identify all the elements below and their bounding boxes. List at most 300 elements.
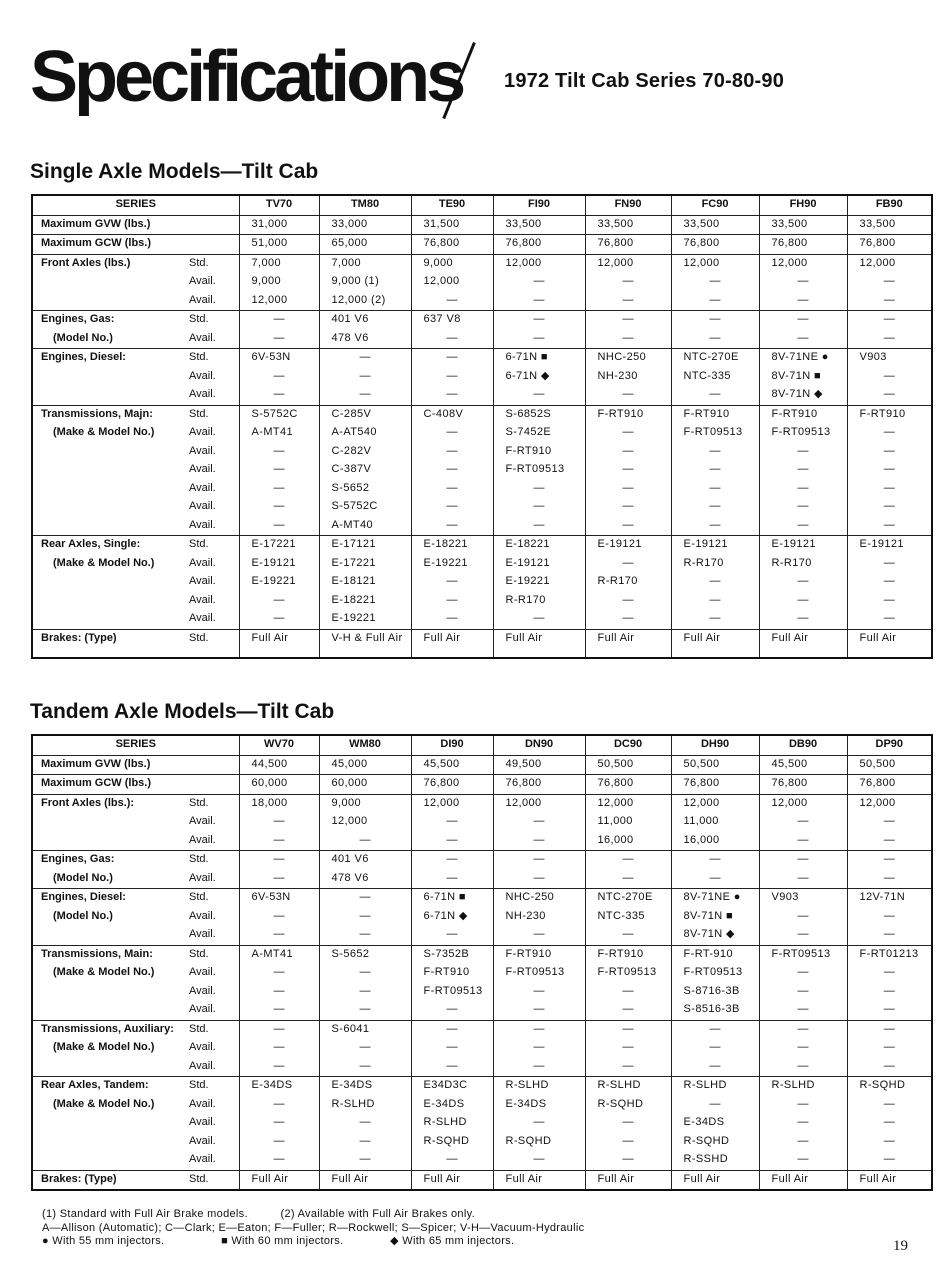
table-cell: NHC-250 — [585, 349, 671, 368]
table-cell: F-RT09513 — [671, 424, 759, 443]
table-cell: — — [239, 368, 319, 387]
table-cell: 60,000 — [239, 775, 319, 795]
table-cell: 9,000 — [411, 254, 493, 273]
table-cell: S-7452E — [493, 424, 585, 443]
table-cell: — — [411, 368, 493, 387]
table-cell: Full Air — [759, 1170, 847, 1190]
table-cell: Full Air — [411, 1170, 493, 1190]
table-cell: E-19121 — [847, 536, 932, 555]
table-cell: — — [493, 926, 585, 945]
table-cell: — — [671, 851, 759, 870]
table-cell: — — [847, 610, 932, 629]
row-label — [32, 592, 189, 611]
table-row — [32, 254, 932, 273]
table-cell: — — [319, 1001, 411, 1020]
table-row — [32, 405, 932, 424]
column-header: WM80 — [319, 735, 411, 755]
table-cell: — — [239, 1001, 319, 1020]
table-cell: Full Air — [411, 629, 493, 658]
table-cell: — — [847, 311, 932, 330]
table-cell: — — [671, 592, 759, 611]
table-cell: 12,000 — [493, 254, 585, 273]
table-row — [32, 368, 932, 387]
table-row — [32, 1020, 932, 1039]
row-availability: Avail. — [189, 610, 239, 629]
table-cell: A-MT41 — [239, 424, 319, 443]
table-cell: — — [411, 1058, 493, 1077]
table-cell: — — [585, 926, 671, 945]
table-cell: — — [759, 1133, 847, 1152]
row-availability: Avail. — [189, 573, 239, 592]
table-cell: — — [847, 368, 932, 387]
table-cell: 12,000 — [411, 794, 493, 813]
column-header: FN90 — [585, 195, 671, 215]
table-cell: R-SSHD — [671, 1151, 759, 1170]
table-cell: — — [671, 1096, 759, 1115]
table-cell: 76,800 — [759, 235, 847, 255]
table-cell: E-34DS — [493, 1096, 585, 1115]
table-row — [32, 536, 932, 555]
row-label — [32, 480, 189, 499]
table-cell: Full Air — [239, 629, 319, 658]
row-availability: Avail. — [189, 292, 239, 311]
row-label — [32, 983, 189, 1002]
table-cell: 33,500 — [847, 215, 932, 235]
table-row — [32, 311, 932, 330]
table-cell: R-SQHD — [847, 1077, 932, 1096]
table-cell: — — [671, 610, 759, 629]
table-cell: 12,000 — [671, 794, 759, 813]
table-cell: E-17221 — [319, 555, 411, 574]
row-availability: Std. — [189, 536, 239, 555]
table-cell: — — [411, 1020, 493, 1039]
table-cell: — — [759, 311, 847, 330]
column-header: DI90 — [411, 735, 493, 755]
table-cell: 9,000 — [319, 794, 411, 813]
table-cell: — — [319, 1114, 411, 1133]
table-cell: 11,000 — [585, 813, 671, 832]
table-cell: R-SLHD — [671, 1077, 759, 1096]
table-cell: — — [493, 292, 585, 311]
table-cell: — — [759, 517, 847, 536]
table-cell: 33,500 — [759, 215, 847, 235]
table-cell: — — [239, 517, 319, 536]
row-label: Engines, Diesel: — [32, 889, 189, 908]
table-cell: — — [671, 517, 759, 536]
table-cell: — — [847, 964, 932, 983]
table-cell: E-19221 — [319, 610, 411, 629]
table-cell: 6V-53N — [239, 889, 319, 908]
table-cell: — — [847, 813, 932, 832]
tandem-header-row — [32, 735, 932, 755]
table-cell: F-RT01213 — [847, 945, 932, 964]
table-cell: — — [759, 273, 847, 292]
table-cell: — — [411, 1039, 493, 1058]
row-availability: Avail. — [189, 386, 239, 405]
table-cell: E-19221 — [239, 573, 319, 592]
row-label — [32, 1133, 189, 1152]
table-cell: 31,000 — [239, 215, 319, 235]
row-availability: Std. — [189, 851, 239, 870]
row-label: Maximum GVW (lbs.) — [32, 215, 189, 235]
row-availability: Avail. — [189, 870, 239, 889]
table-cell: — — [585, 1020, 671, 1039]
table-cell: — — [759, 870, 847, 889]
table-cell: — — [493, 813, 585, 832]
table-cell: R-R170 — [671, 555, 759, 574]
row-label — [32, 443, 189, 462]
table-cell: — — [239, 870, 319, 889]
table-row — [32, 1096, 932, 1115]
table-cell: — — [585, 273, 671, 292]
table-cell: — — [847, 983, 932, 1002]
table-cell: — — [493, 480, 585, 499]
row-availability: Avail. — [189, 273, 239, 292]
table-cell: — — [493, 1114, 585, 1133]
table-cell: 6-71N ■ — [411, 889, 493, 908]
table-cell: — — [847, 517, 932, 536]
table-row — [32, 1151, 932, 1170]
column-header: FC90 — [671, 195, 759, 215]
row-availability: Avail. — [189, 1114, 239, 1133]
table-cell: F-RT09513 — [759, 945, 847, 964]
table-cell: — — [585, 443, 671, 462]
table-cell: 51,000 — [239, 235, 319, 255]
column-header: TV70 — [239, 195, 319, 215]
table-cell: — — [759, 1151, 847, 1170]
table-cell: — — [847, 480, 932, 499]
row-label: Engines, Gas: — [32, 851, 189, 870]
table-cell: — — [671, 1020, 759, 1039]
table-cell: — — [319, 964, 411, 983]
table-row — [32, 386, 932, 405]
row-availability: Std. — [189, 405, 239, 424]
table-cell: R-SLHD — [411, 1114, 493, 1133]
table-cell: S-5752C — [319, 498, 411, 517]
table-cell: R-SQHD — [493, 1133, 585, 1152]
table-cell: — — [759, 498, 847, 517]
table-cell: — — [847, 1114, 932, 1133]
table-cell: — — [493, 983, 585, 1002]
table-cell: — — [759, 851, 847, 870]
table-row — [32, 330, 932, 349]
table-cell: — — [671, 1058, 759, 1077]
table-cell: — — [585, 1133, 671, 1152]
table-cell: — — [671, 292, 759, 311]
table-cell: 478 V6 — [319, 330, 411, 349]
square-symbol-note: ■ With 60 mm injectors. — [221, 1235, 344, 1247]
table-cell: 6-71N ■ — [493, 349, 585, 368]
table-cell: — — [319, 889, 411, 908]
table-cell: R-R170 — [759, 555, 847, 574]
table-row — [32, 870, 932, 889]
table-cell: E-18221 — [411, 536, 493, 555]
row-availability: Avail. — [189, 964, 239, 983]
table-cell: E-19121 — [671, 536, 759, 555]
table-cell: — — [239, 964, 319, 983]
table-row — [32, 794, 932, 813]
table-cell: C-408V — [411, 405, 493, 424]
table-cell: Full Air — [493, 1170, 585, 1190]
table-cell: — — [585, 386, 671, 405]
table-cell: R-SLHD — [319, 1096, 411, 1115]
table-cell: — — [759, 1039, 847, 1058]
table-cell: 8V-71N ■ — [759, 368, 847, 387]
table-cell: — — [411, 926, 493, 945]
table-cell: — — [585, 592, 671, 611]
row-label — [32, 926, 189, 945]
table-cell: — — [759, 1058, 847, 1077]
table-cell: — — [671, 273, 759, 292]
table-cell: 18,000 — [239, 794, 319, 813]
table-cell: — — [411, 1001, 493, 1020]
table-cell: 16,000 — [671, 832, 759, 851]
row-label: Transmissions, Main: — [32, 945, 189, 964]
table-cell: — — [759, 610, 847, 629]
table-cell: — — [411, 424, 493, 443]
row-availability: Std. — [189, 889, 239, 908]
table-cell: — — [847, 330, 932, 349]
table-row — [32, 1039, 932, 1058]
table-cell: — — [671, 870, 759, 889]
table-cell: 60,000 — [319, 775, 411, 795]
row-label — [32, 292, 189, 311]
row-availability — [189, 755, 239, 775]
table-cell: E34D3C — [411, 1077, 493, 1096]
table-cell: — — [493, 1020, 585, 1039]
table-row — [32, 983, 932, 1002]
row-availability: Std. — [189, 311, 239, 330]
table-cell: — — [759, 964, 847, 983]
table-cell: 9,000 — [239, 273, 319, 292]
table-row — [32, 215, 932, 235]
table-cell: — — [411, 517, 493, 536]
table-row — [32, 610, 932, 629]
table-cell: — — [493, 870, 585, 889]
table-cell: S-6041 — [319, 1020, 411, 1039]
row-availability — [189, 775, 239, 795]
table-cell: 8V-71N ◆ — [759, 386, 847, 405]
table-cell: — — [319, 926, 411, 945]
table-cell: NTC-335 — [585, 908, 671, 927]
table-cell: — — [847, 851, 932, 870]
table-cell: — — [671, 311, 759, 330]
row-availability: Avail. — [189, 443, 239, 462]
row-label — [32, 1001, 189, 1020]
row-label: Brakes: (Type) — [32, 629, 189, 658]
table-cell: E-19121 — [585, 536, 671, 555]
table-cell: V903 — [759, 889, 847, 908]
row-label: (Make & Model No.) — [32, 424, 189, 443]
table-cell: F-RT09513 — [411, 983, 493, 1002]
table-cell: — — [759, 592, 847, 611]
row-label — [32, 573, 189, 592]
row-availability: Avail. — [189, 1058, 239, 1077]
table-cell: — — [411, 813, 493, 832]
table-row — [32, 945, 932, 964]
table-cell: F-RT09513 — [671, 964, 759, 983]
table-cell: — — [493, 517, 585, 536]
table-cell: NTC-270E — [671, 349, 759, 368]
table-cell: V-H & Full Air — [319, 629, 411, 658]
table-row — [32, 629, 932, 658]
table-cell: 637 V8 — [411, 311, 493, 330]
table-row — [32, 851, 932, 870]
table-cell: — — [239, 813, 319, 832]
table-cell: E-19221 — [411, 555, 493, 574]
table-cell: — — [759, 330, 847, 349]
row-label — [32, 517, 189, 536]
column-header: DC90 — [585, 735, 671, 755]
table-cell: R-SQHD — [411, 1133, 493, 1152]
table-cell: 65,000 — [319, 235, 411, 255]
table-row — [32, 1001, 932, 1020]
row-availability: Std. — [189, 945, 239, 964]
table-cell: — — [585, 851, 671, 870]
table-cell: 76,800 — [847, 235, 932, 255]
table-cell: 478 V6 — [319, 870, 411, 889]
table-cell: — — [239, 983, 319, 1002]
tandem-table-body — [32, 755, 932, 1190]
footnote-1: (1) Standard with Full Air Brake models. — [42, 1208, 248, 1220]
table-row — [32, 832, 932, 851]
table-cell: Full Air — [671, 1170, 759, 1190]
table-cell: — — [847, 1020, 932, 1039]
table-cell: C-282V — [319, 443, 411, 462]
table-cell: F-RT910 — [493, 443, 585, 462]
table-cell: 33,500 — [585, 215, 671, 235]
table-cell: E-34DS — [239, 1077, 319, 1096]
table-cell: — — [847, 1001, 932, 1020]
table-cell: 6-71N ◆ — [493, 368, 585, 387]
table-cell: E-18221 — [319, 592, 411, 611]
table-cell: 76,800 — [411, 775, 493, 795]
table-cell: — — [239, 851, 319, 870]
diamond-symbol-note: ◆ With 65 mm injectors. — [390, 1235, 515, 1247]
table-cell: — — [847, 870, 932, 889]
table-cell: — — [847, 424, 932, 443]
table-cell: 12,000 — [759, 254, 847, 273]
row-availability: Std. — [189, 1020, 239, 1039]
row-label: Maximum GCW (lbs.) — [32, 235, 189, 255]
table-cell: — — [239, 926, 319, 945]
row-availability: Avail. — [189, 1133, 239, 1152]
table-cell: — — [319, 349, 411, 368]
table-cell: S-5652 — [319, 945, 411, 964]
column-header: TM80 — [319, 195, 411, 215]
table-cell: — — [585, 870, 671, 889]
row-availability: Avail. — [189, 555, 239, 574]
row-availability: Std. — [189, 629, 239, 658]
row-availability: Avail. — [189, 498, 239, 517]
table-cell: — — [319, 908, 411, 927]
table-cell: — — [411, 480, 493, 499]
table-cell: R-R170 — [493, 592, 585, 611]
table-row — [32, 1133, 932, 1152]
table-cell: — — [759, 983, 847, 1002]
table-cell: 8V-71N ■ — [671, 908, 759, 927]
table-cell: — — [585, 461, 671, 480]
row-label — [32, 273, 189, 292]
table-cell: — — [585, 498, 671, 517]
table-cell: — — [759, 461, 847, 480]
row-label: Engines, Gas: — [32, 311, 189, 330]
footnotes — [42, 1208, 584, 1249]
table-cell: — — [411, 498, 493, 517]
table-cell: — — [585, 1001, 671, 1020]
row-availability: Avail. — [189, 517, 239, 536]
row-availability: Avail. — [189, 480, 239, 499]
row-availability: Std. — [189, 254, 239, 273]
column-header: WV70 — [239, 735, 319, 755]
table-cell: 401 V6 — [319, 311, 411, 330]
page-subtitle: 1972 Tilt Cab Series 70-80-90 — [504, 70, 785, 92]
table-cell: — — [585, 555, 671, 574]
series-header: SERIES — [32, 195, 239, 215]
table-cell: — — [585, 610, 671, 629]
table-cell: E-19121 — [493, 555, 585, 574]
table-cell: NTC-335 — [671, 368, 759, 387]
table-cell: — — [759, 1096, 847, 1115]
table-cell: F-RT09513 — [759, 424, 847, 443]
table-cell: — — [239, 1096, 319, 1115]
row-label: (Make & Model No.) — [32, 964, 189, 983]
table-cell: 76,800 — [671, 775, 759, 795]
row-label — [32, 832, 189, 851]
table-cell: A-AT540 — [319, 424, 411, 443]
table-row — [32, 555, 932, 574]
row-label: Rear Axles, Single: — [32, 536, 189, 555]
table-cell: 11,000 — [671, 813, 759, 832]
table-cell: — — [411, 443, 493, 462]
row-availability: Avail. — [189, 1151, 239, 1170]
table-cell: — — [319, 1058, 411, 1077]
table-cell: — — [671, 573, 759, 592]
row-label: Transmissions, Auxiliary: — [32, 1020, 189, 1039]
row-label: Brakes: (Type) — [32, 1170, 189, 1190]
table-cell: — — [671, 1039, 759, 1058]
table-cell: 76,800 — [671, 235, 759, 255]
table-cell: — — [411, 1151, 493, 1170]
row-label — [32, 1058, 189, 1077]
table-cell: E-17121 — [319, 536, 411, 555]
row-availability: Avail. — [189, 813, 239, 832]
row-label: (Model No.) — [32, 908, 189, 927]
table-cell: — — [585, 424, 671, 443]
table-cell: 12,000 — [319, 813, 411, 832]
table-cell: E-34DS — [319, 1077, 411, 1096]
table-cell: F-RT910 — [585, 945, 671, 964]
row-availability: Avail. — [189, 368, 239, 387]
table-cell: — — [585, 311, 671, 330]
table-cell: 8V-71NE ● — [759, 349, 847, 368]
row-availability: Avail. — [189, 926, 239, 945]
table-cell: Full Air — [847, 629, 932, 658]
table-cell: F-RT-910 — [671, 945, 759, 964]
row-label — [32, 813, 189, 832]
table-cell: 33,500 — [671, 215, 759, 235]
table-cell: NH-230 — [493, 908, 585, 927]
table-cell: NTC-270E — [585, 889, 671, 908]
table-cell: — — [411, 592, 493, 611]
table-cell: — — [493, 330, 585, 349]
table-row — [32, 573, 932, 592]
column-header: DB90 — [759, 735, 847, 755]
row-label: Transmissions, Majn: — [32, 405, 189, 424]
table-cell: E-19121 — [239, 555, 319, 574]
table-row — [32, 908, 932, 927]
table-cell: F-RT910 — [411, 964, 493, 983]
